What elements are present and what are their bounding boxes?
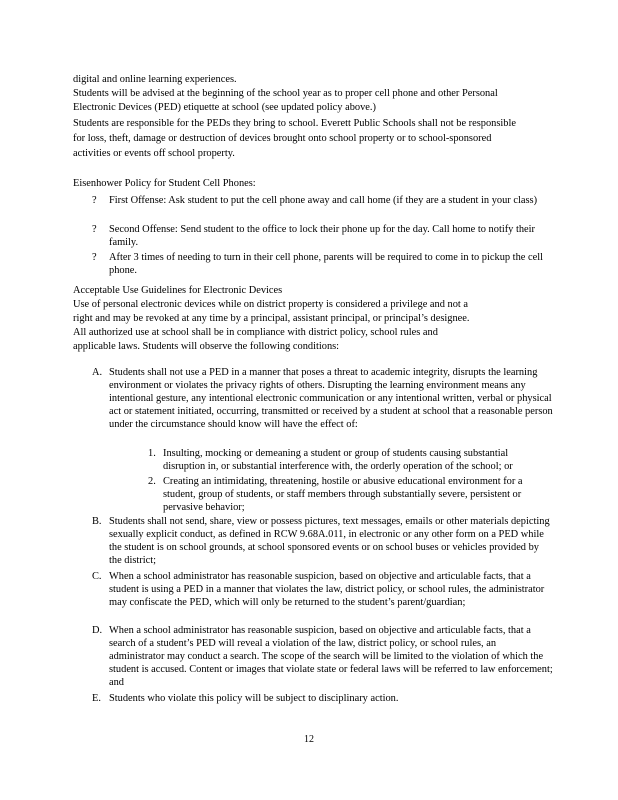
condition-marker: D. [92,625,103,636]
intro-line: Electronic Devices (PED) etiquette at school (see updated policy above.) [73,102,376,113]
intro-line: for loss, theft, damage or destruction of devices brought onto school property or to school-sponsored [73,133,492,144]
guidelines-heading: Acceptable Use Guidelines for Electronic Devices [73,285,283,296]
subcondition-marker: 1. [148,448,156,459]
condition-marker: A. [92,367,103,378]
page-number: 12 [304,734,314,745]
eisenhower-heading: Eisenhower Policy for Student Cell Phones: [73,178,256,189]
guidelines-line: All authorized use at school shall be in compliance with district policy, school rules and [73,327,438,338]
subcondition-text: Insulting, mocking or demeaning a student or group of students causing substantial disruption in, or substantial interference with, the orderly operation of the school; or [163,448,513,472]
subcondition-marker: 2. [148,476,156,487]
policy-item: After 3 times of needing to turn in their cell phone, parents will be required to come in to pickup the cell phone. [109,252,543,276]
bullet-glyph: ? [92,224,97,235]
policy-item: First Offense: Ask student to put the cell phone away and call home (if they are a student in your class) [109,195,538,206]
intro-line: Students are responsible for the PEDs they bring to school. Everett Public Schools shall not be responsible [73,118,516,129]
intro-line: Students will be advised at the beginning of the school year as to proper cell phone and other Personal [73,88,498,99]
bullet-glyph: ? [92,252,97,263]
condition-marker: E. [92,693,101,704]
guidelines-line: applicable laws. Students will observe the following conditions: [73,341,340,352]
guidelines-line: right and may be revoked at any time by a principal, assistant principal, or principal’s designee. [73,313,470,324]
policy-item: Second Offense: Send student to the office to lock their phone up for the day. Call home to notify their family. [109,224,536,248]
condition-text: When a school administrator has reasonable suspicion, based on objective and articulable facts, that a search of a student’s PED will reveal a violation of the law, district policy, or school rules, an administrator may conduct a search. The scope of the search will be limited to the violation of which the student is accused. Content or images that violate state or federal laws will be referred to law enforcement; and [109,625,553,688]
condition-text: When a school administrator has reasonable suspicion, based on objective and articulable facts, that a student is using a PED in a manner that violates the law, district policy, or school rules, the administrator may confiscate the PED, which will only be returned to the student’s parent/guardian; [109,571,545,608]
condition-text: Students who violate this policy will be subject to disciplinary action. [109,693,399,704]
bullet-glyph: ? [92,195,97,206]
intro-line: activities or events off school property. [73,148,235,159]
condition-marker: B. [92,516,102,527]
intro-line: digital and online learning experiences. [73,74,237,85]
subcondition-text: Creating an intimidating, threatening, hostile or abusive educational environment for a student, group of students, or staff members through substantially severe, persistent or pervasive behavior; [163,476,523,513]
condition-marker: C. [92,571,102,582]
condition-text: Students shall not use a PED in a manner that poses a threat to academic integrity, disrupts the learning environment or violates the privacy rights of others. Disrupting the learning environment means any intentional gesture, any intentional electronic communication or any intentional written, verbal or physical act or statement initiated, occurring, transmitted or received by a student at school that a reasonable person under the circumstance should know will have the effect of: [109,367,553,430]
condition-text: Students shall not send, share, view or possess pictures, text messages, emails or other materials depicting sexually explicit conduct, as defined in RCW 9.68A.011, in electronic or any other form on a PED while the student is on school grounds, at school sponsored events or on school buses or vehicles provided by the district; [109,516,550,566]
guidelines-line: Use of personal electronic devices while on district property is considered a privilege and not a [73,299,469,310]
